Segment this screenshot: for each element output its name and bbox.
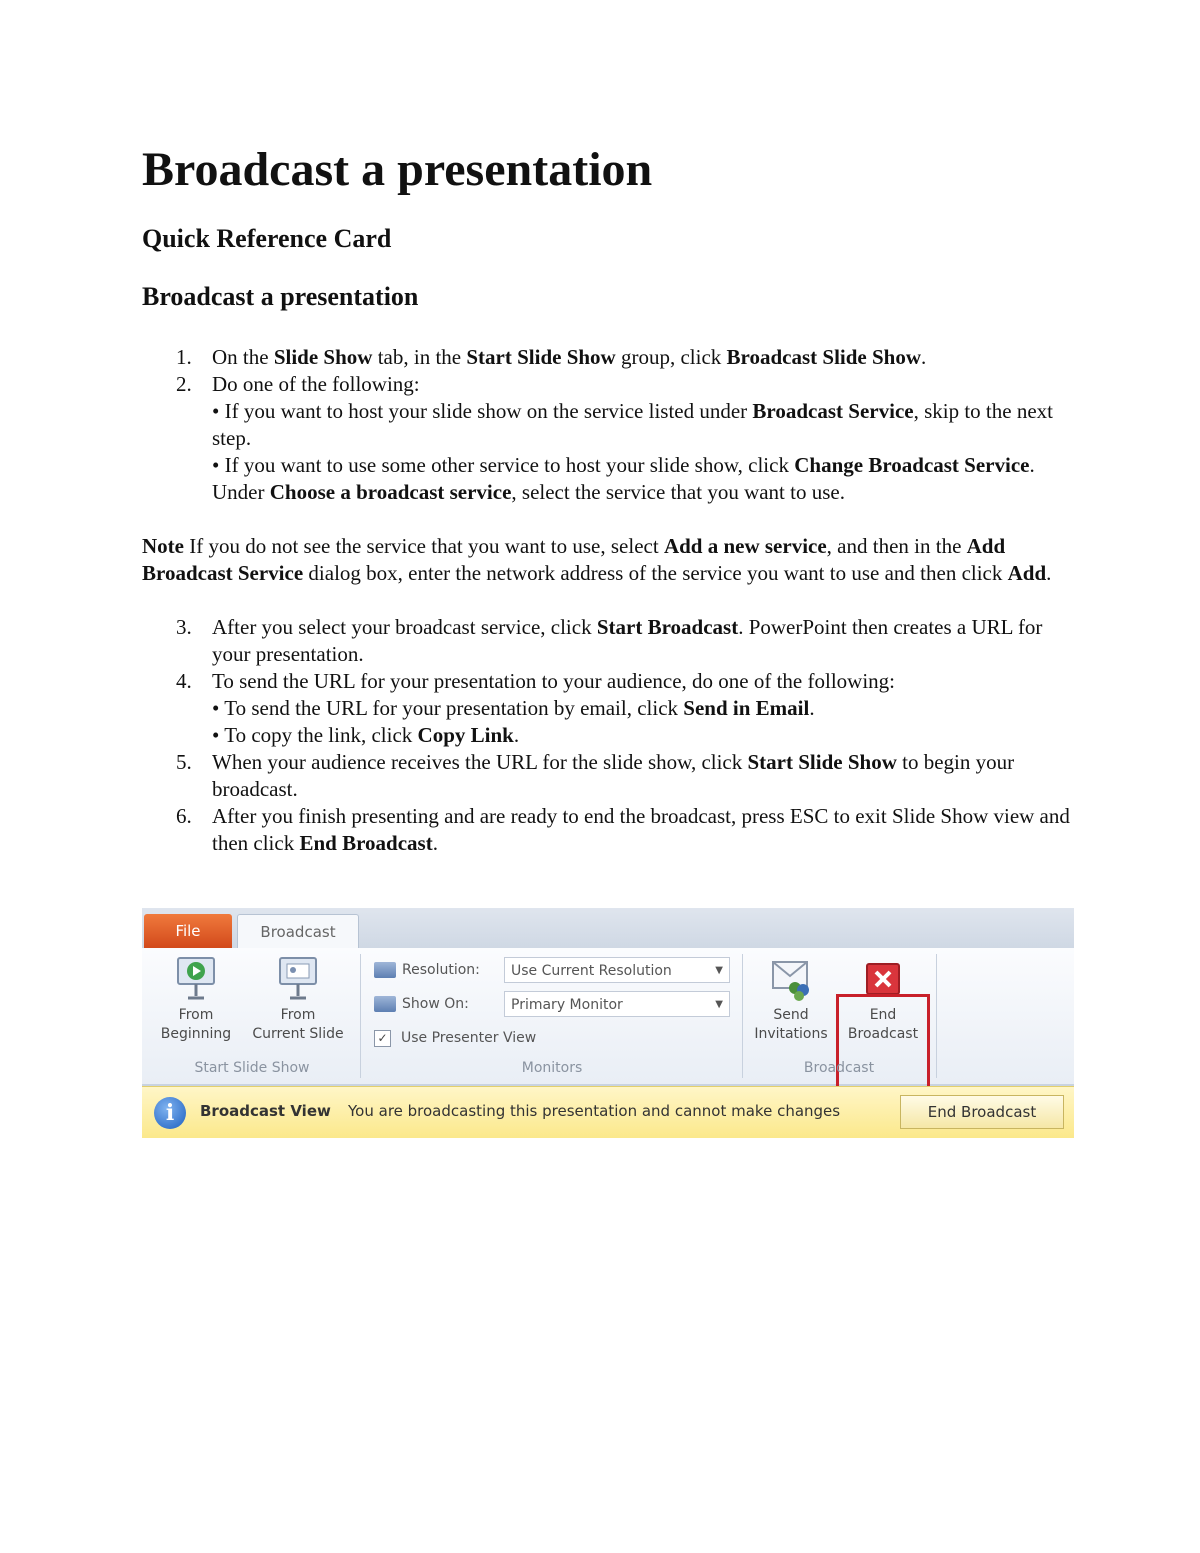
send-invitations-icon: [769, 956, 813, 1002]
list-item: [142, 749, 1072, 803]
text-run: • If you want to use some other service to host your slide show, click: [212, 453, 795, 477]
list-item: [142, 668, 1072, 749]
bold-text: Add Broadcast Service: [142, 534, 1006, 585]
info-icon: i: [154, 1097, 186, 1129]
show-on-dropdown-value: Primary Monitor: [511, 997, 623, 1013]
text-run: .: [513, 723, 520, 747]
resolution-dropdown-value: Use Current Resolution: [511, 963, 672, 979]
send-invitations-line2: Invitations: [754, 1026, 828, 1042]
list-number: 3.: [176, 615, 192, 639]
presenter-view-label: Use Presenter View: [401, 1030, 537, 1046]
group-divider: [936, 954, 937, 1078]
list-number: 6.: [176, 804, 192, 828]
group-divider: [360, 954, 361, 1078]
text-run: • If you want to host your slide show on the service listed under: [212, 399, 753, 423]
bold-text: Add: [1007, 561, 1047, 585]
note-paragraph: [142, 533, 1072, 587]
tab-broadcast[interactable]: Broadcast: [237, 914, 359, 950]
list-item: [142, 371, 1072, 506]
end-broadcast-bar-button[interactable]: End Broadcast: [900, 1095, 1064, 1129]
text-run: Do one of the following:: [212, 372, 420, 396]
resolution-label: [374, 956, 480, 984]
from-current-line1: From: [280, 1007, 316, 1023]
text-run: . Under: [212, 453, 1035, 504]
bold-text: Slide Show: [273, 345, 373, 369]
list-item: [142, 803, 1072, 857]
steps-list-b: [142, 614, 1072, 857]
show-on-label: [374, 990, 469, 1018]
text-run: • To copy the link, click: [212, 723, 418, 747]
resolution-label-text: Resolution:: [402, 962, 480, 978]
text-run: tab, in the: [372, 345, 467, 369]
text-run: • To send the URL for your presentation by email, click: [212, 696, 684, 720]
bold-text: Copy Link: [417, 723, 514, 747]
text-run: When your audience receives the URL for the slide show, click: [212, 750, 748, 774]
send-invitations-button[interactable]: [746, 956, 836, 1044]
message-bar-title: Broadcast View: [200, 1102, 331, 1120]
ribbon-tabbar: [142, 908, 1074, 949]
text-run: After you finish presenting and are ready to end the broadcast, press ESC to exit Slide Show view and then click: [212, 804, 1070, 855]
list-number: 5.: [176, 750, 192, 774]
section-heading: Broadcast a presentation: [142, 282, 419, 311]
bold-text: Choose a broadcast service: [269, 480, 512, 504]
end-broadcast-line1: End: [869, 1007, 897, 1023]
document-page: [142, 140, 1072, 857]
broadcast-message-bar: [142, 1086, 1074, 1138]
end-broadcast-line2: Broadcast: [847, 1026, 919, 1042]
bold-text: Add a new service: [663, 534, 827, 558]
bold-text: Start Broadcast: [596, 615, 739, 639]
text-run: . PowerPoint then creates a URL for your presentation.: [212, 615, 1043, 666]
text-run: .: [921, 345, 927, 369]
group-label-monitors: Monitors: [521, 1060, 583, 1076]
bold-text: Note: [142, 534, 184, 558]
ribbon-panel: [142, 948, 1074, 1086]
bold-text: Broadcast Service: [752, 399, 914, 423]
text-run: group, click: [615, 345, 727, 369]
presenter-view-checkbox[interactable]: [374, 1024, 536, 1052]
from-beginning-line2: Beginning: [160, 1026, 232, 1042]
chevron-down-icon: ▼: [715, 999, 723, 1010]
from-beginning-button[interactable]: [150, 956, 242, 1044]
bold-text: Change Broadcast Service: [794, 453, 1030, 477]
text-run: dialog box, enter the network address of the service you want to use and then click: [303, 561, 1008, 585]
text-run: .: [432, 831, 438, 855]
group-label-broadcast: Broadcast: [803, 1060, 875, 1076]
text-run: If you do not see the service that you want to use, select: [183, 534, 664, 558]
from-current-line2: Current Slide: [252, 1026, 344, 1042]
monitor-icon: [374, 996, 396, 1012]
message-bar-text: You are broadcasting this presentation and cannot make changes: [348, 1102, 841, 1120]
bold-text: Start Slide Show: [466, 345, 616, 369]
page-title: Broadcast a presentation: [142, 143, 653, 196]
text-run: On the: [212, 345, 274, 369]
projector-play-icon: [174, 956, 218, 1002]
from-current-slide-button[interactable]: [242, 956, 354, 1044]
chevron-down-icon: ▼: [715, 965, 723, 976]
bold-text: End Broadcast: [299, 831, 433, 855]
bold-text: Send in Email: [683, 696, 810, 720]
resolution-dropdown[interactable]: [504, 957, 730, 983]
ribbon-screenshot: [142, 908, 1074, 1138]
bold-text: Broadcast Slide Show: [726, 345, 922, 369]
show-on-label-text: Show On:: [402, 996, 469, 1012]
list-number: 1.: [176, 345, 192, 369]
projector-slide-icon: [276, 956, 320, 1002]
text-run: To send the URL for your presentation to your audience, do one of the following:: [212, 669, 896, 693]
send-invitations-line1: Send: [773, 1007, 809, 1023]
text-run: to begin your broadcast.: [212, 750, 1015, 801]
tab-file[interactable]: File: [144, 914, 232, 948]
list-item: [142, 614, 1072, 668]
text-run: .: [1046, 561, 1052, 585]
from-beginning-line1: From: [178, 1007, 214, 1023]
bold-text: Start Slide Show: [747, 750, 897, 774]
text-run: , and then in the: [826, 534, 967, 558]
group-divider: [742, 954, 743, 1078]
text-run: , select the service that you want to use.: [511, 480, 845, 504]
text-run: , skip to the next step.: [212, 399, 1053, 450]
steps-list-a: [142, 344, 1072, 506]
text-run: .: [809, 696, 815, 720]
show-on-dropdown[interactable]: [504, 991, 730, 1017]
resolution-icon: [374, 962, 396, 978]
checkmark-icon[interactable]: ✓: [374, 1030, 391, 1047]
page-subtitle: Quick Reference Card: [142, 224, 392, 253]
list-number: 4.: [176, 669, 192, 693]
list-item: [142, 344, 1072, 371]
list-number: 2.: [176, 372, 192, 396]
group-label-start-slide-show: Start Slide Show: [194, 1060, 310, 1076]
end-broadcast-highlight: [836, 994, 930, 1094]
text-run: After you select your broadcast service, click: [212, 615, 597, 639]
